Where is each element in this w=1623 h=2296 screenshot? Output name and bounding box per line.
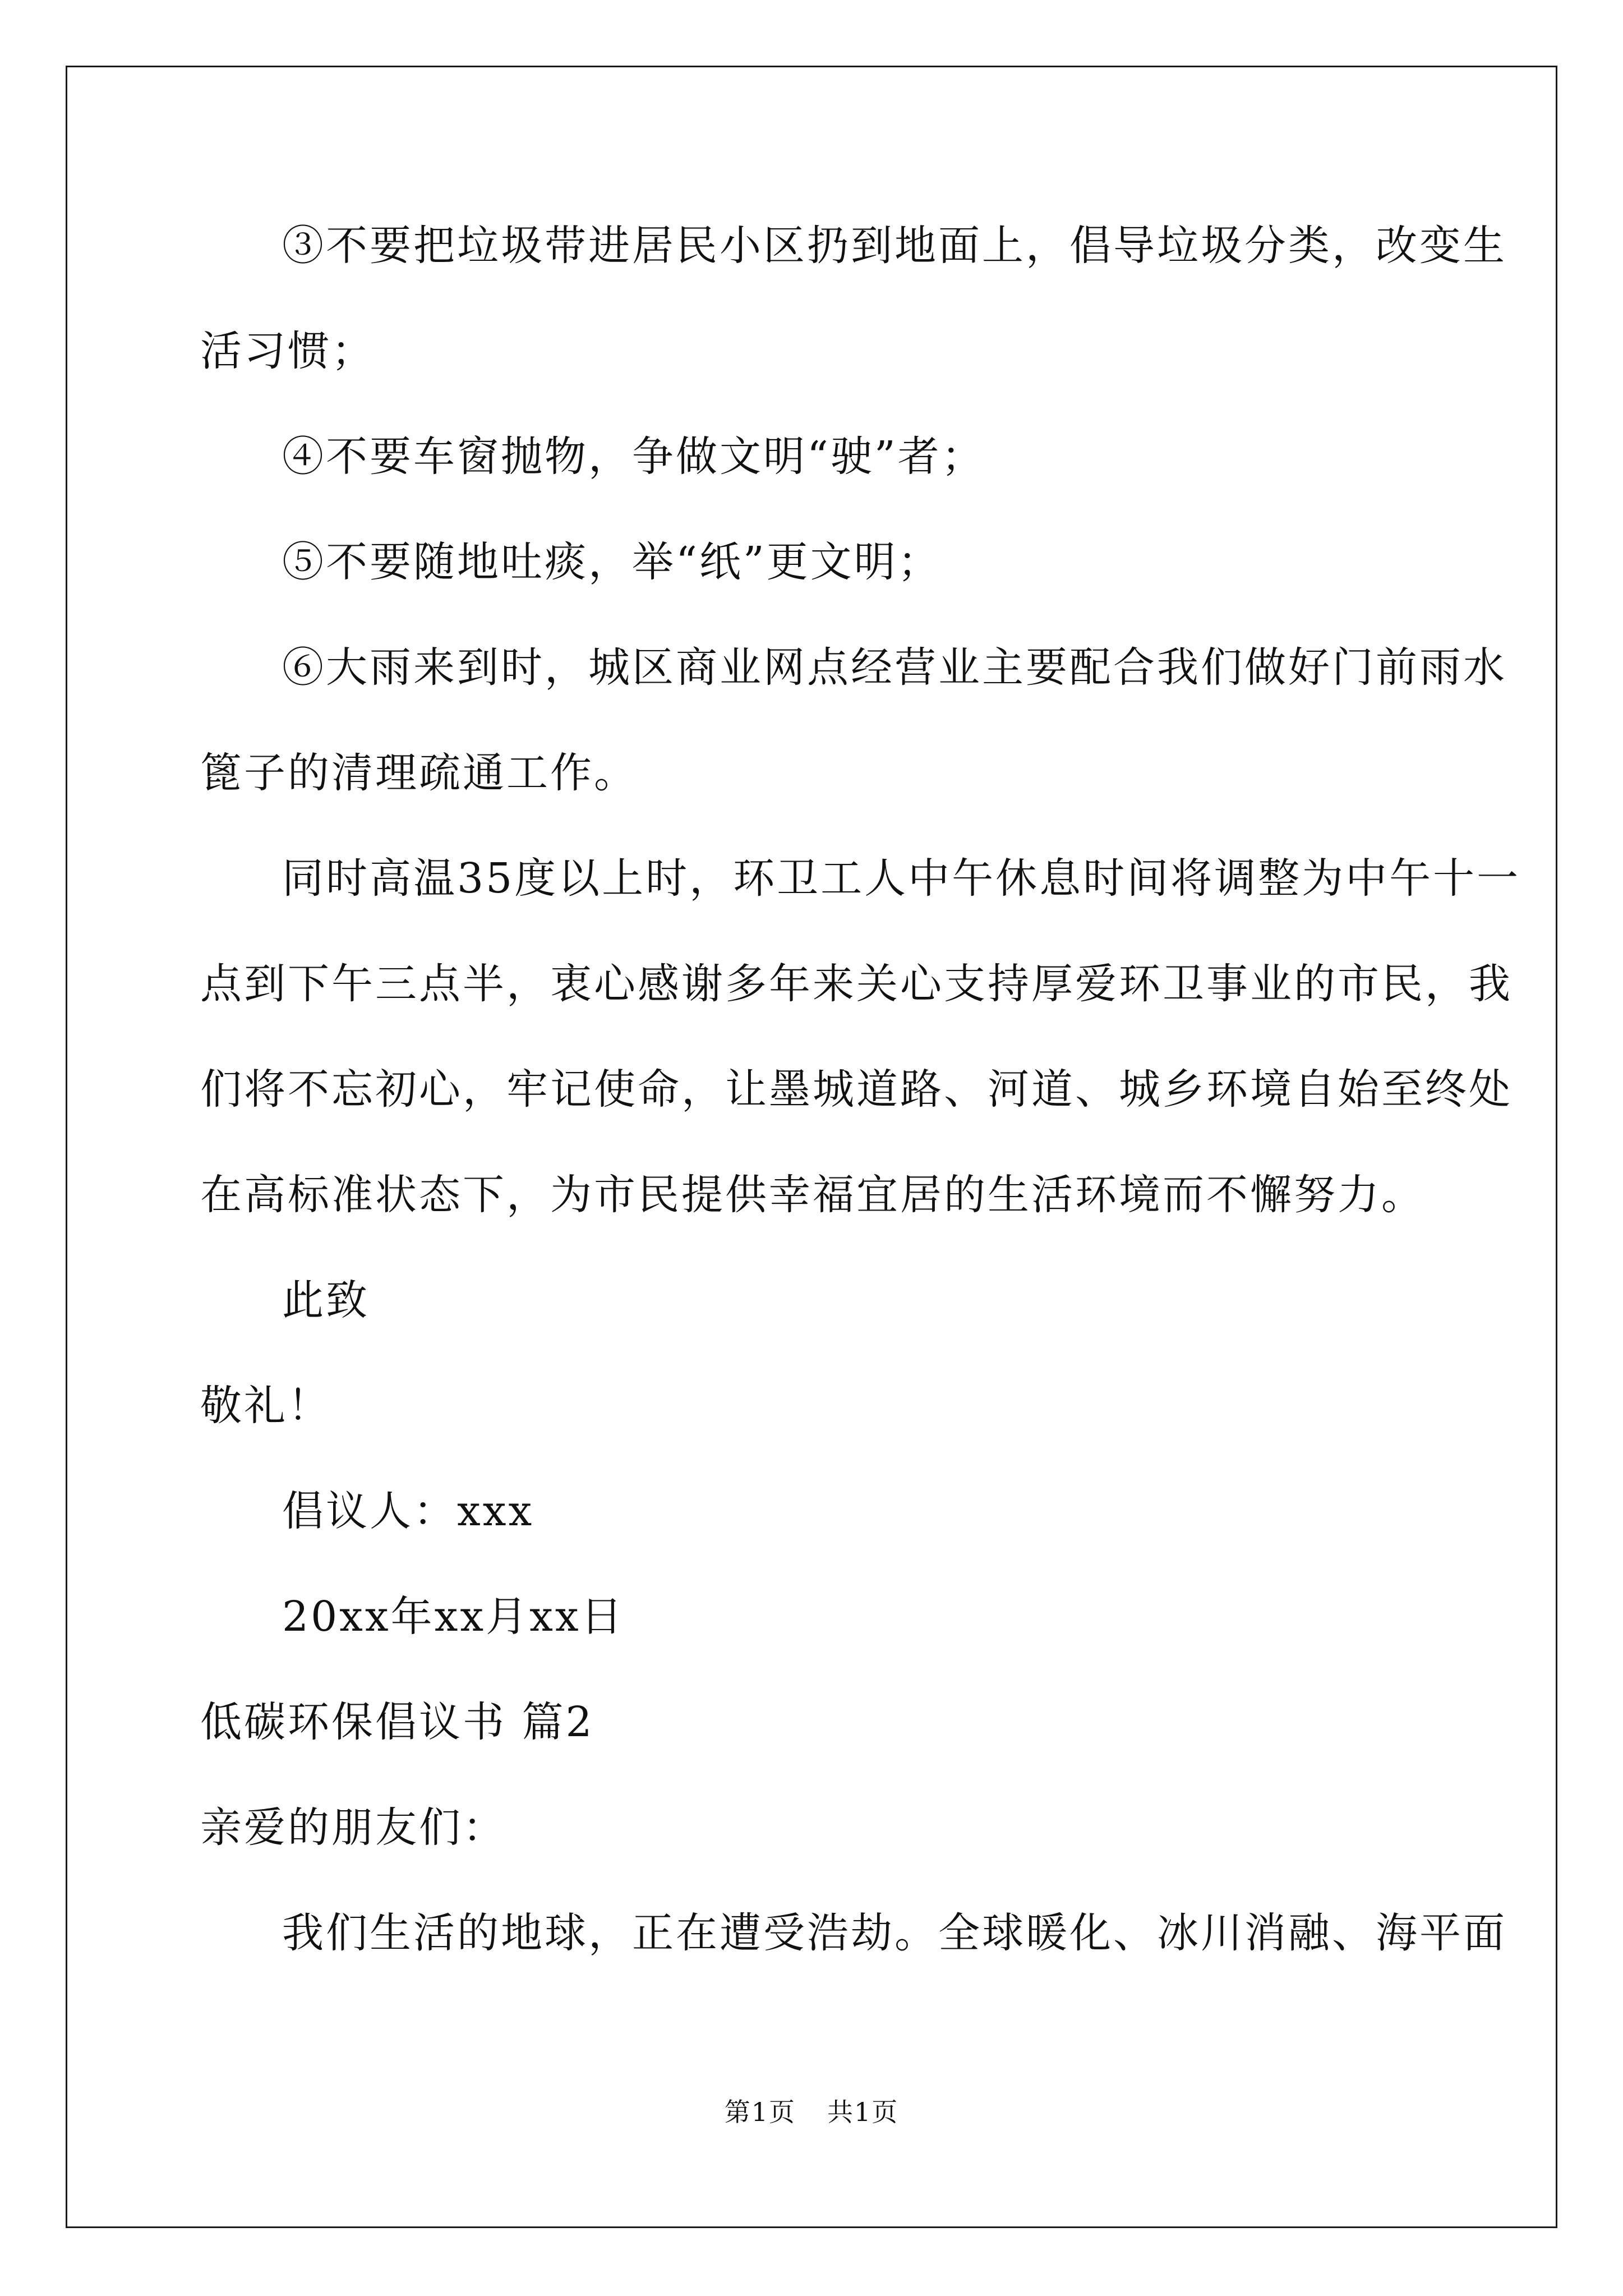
salutation-line: 敬礼！ <box>200 1382 331 1430</box>
paragraph-line: 们将不忘初心，牢记使命，让墨城道路、河道、城乡环境自始至终处 <box>200 1065 1513 1114</box>
page-footer <box>0 2095 1623 2129</box>
closing-line: 此致 <box>282 1276 370 1324</box>
paragraph-line: 在高标准状态下，为市民提供幸福宜居的生活环境而不懈努力。 <box>200 1171 1425 1219</box>
paragraph-line: ③不要把垃圾带进居民小区扔到地面上，倡导垃圾分类，改变生 <box>282 222 1507 270</box>
date-line: 20xx年xx月xx日 <box>282 1593 625 1641</box>
paragraph-line: 同时高温35度以上时，环卫工人中午休息时间将调整为中午十一 <box>282 854 1521 903</box>
page-border <box>66 66 1557 2228</box>
paragraph-line: ⑥大雨来到时，城区商业网点经营业主要配合我们做好门前雨水 <box>282 643 1507 692</box>
section-heading: 低碳环保倡议书 篇2 <box>200 1698 594 1746</box>
paragraph-line: 活习惯； <box>200 327 375 375</box>
greeting-line: 亲爱的朋友们： <box>200 1803 506 1852</box>
paragraph-line: 点到下午三点半，衷心感谢多年来关心支持厚爱环卫事业的市民，我 <box>200 960 1513 1008</box>
page-number-current: 第1页 <box>724 2097 796 2127</box>
paragraph-line: ⑤不要随地吐痰，举“纸”更文明； <box>282 538 942 586</box>
page-number-total: 共1页 <box>827 2097 899 2127</box>
paragraph-line: 我们生活的地球，正在遭受浩劫。全球暖化、冰川消融、海平面 <box>282 1909 1507 1957</box>
paragraph-line: ④不要车窗抛物，争做文明“驶”者； <box>282 432 985 481</box>
signature-line: 倡议人：xxx <box>282 1487 534 1535</box>
paragraph-line: 篦子的清理疏通工作。 <box>200 749 638 797</box>
